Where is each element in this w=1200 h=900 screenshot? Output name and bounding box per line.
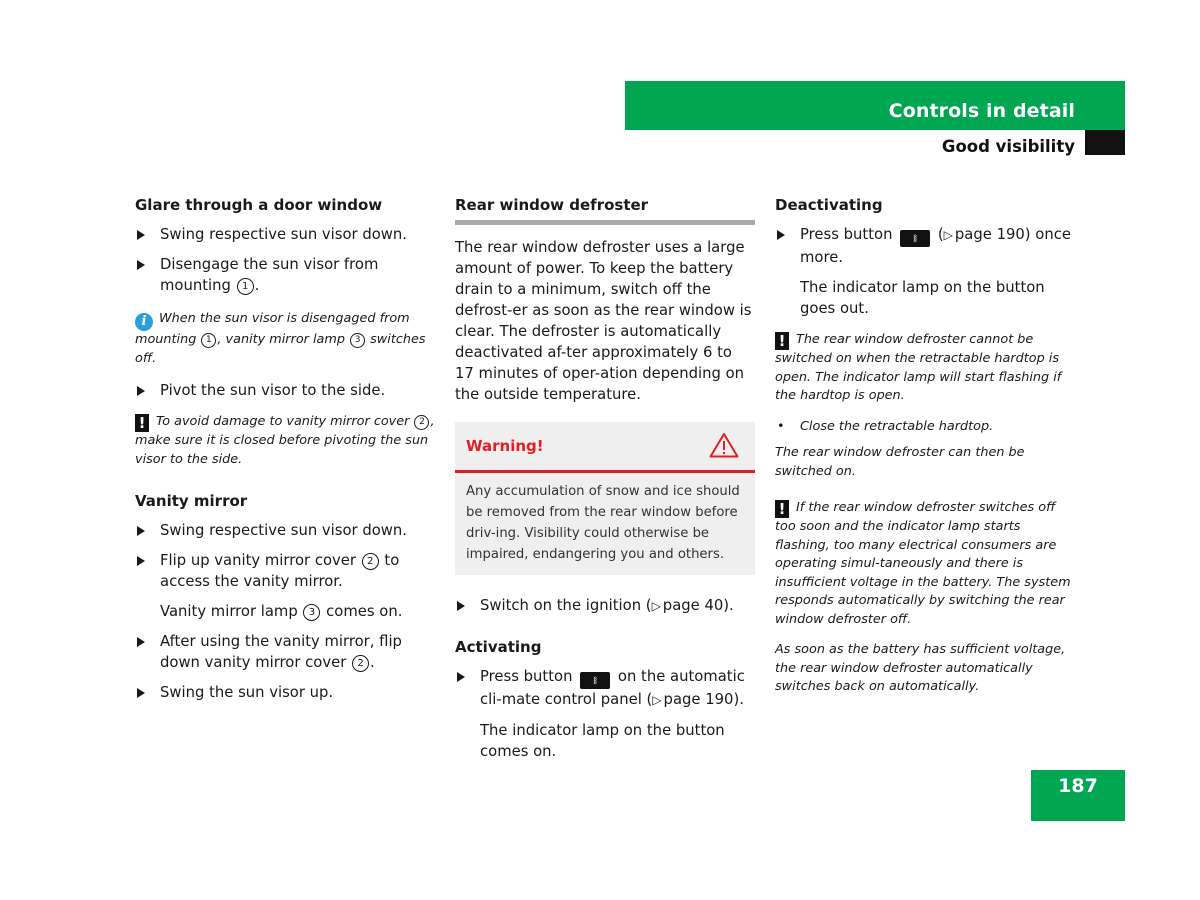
step-item: Flip up vanity mirror cover 2 to access the vanity mirror.	[135, 550, 435, 592]
caution-icon: !	[775, 500, 789, 518]
callout-2-icon: 2	[352, 655, 369, 672]
step-item: Swing the sun visor up.	[135, 682, 435, 703]
heading-glare: Glare through a door window	[135, 196, 383, 214]
step-item: Press button ⧚ on the automatic cli-mate control panel (▷ page 190).	[455, 666, 755, 711]
note-paragraph: As soon as the battery has sufficient voltage, the rear window defroster automatically switches back on automatically.	[775, 642, 1066, 694]
step-item: Switch on the ignition (▷ page 40).	[455, 595, 755, 617]
caution-icon: !	[135, 414, 149, 432]
column-left	[135, 195, 435, 712]
header-band	[625, 81, 1125, 130]
column-middle	[455, 195, 755, 771]
page-reference-arrow-icon: ▷	[652, 693, 662, 707]
callout-3-icon: 3	[350, 333, 365, 348]
caution-note: ! To avoid damage to vanity mirror cover 2 , make sure it is closed before pivoting the sun visor to the side.	[135, 414, 435, 467]
info-note: i When the sun visor is disengaged from mounting 1 , vanity mirror lamp 3 switches off.	[135, 311, 426, 366]
warning-body: Any accumulation of snow and ice should be removed from the rear window before driv-ing. Visibility could otherwise be impaired, endangering you and others.	[466, 484, 740, 562]
heading-vanity: Vanity mirror	[135, 492, 248, 510]
step-item: Swing respective sun visor down.	[135, 224, 435, 245]
callout-2-icon: 2	[362, 553, 379, 570]
page-reference-arrow-icon: ▷	[651, 599, 661, 613]
caution-note: ! If the rear window defroster switches off too soon and the indicator lamp starts flashing, too many electrical consumers are operating simul-taneously and there is insufficient voltage in the battery. The system responds automatically by switching the rear window defroster off.	[775, 500, 1071, 627]
step-arrow-icon	[457, 672, 465, 682]
step-arrow-icon	[137, 688, 145, 698]
step-arrow-icon	[137, 260, 145, 270]
bullet-item: • Close the retractable hardtop.	[775, 418, 1075, 437]
subsection-title: Good visibility	[941, 137, 1075, 156]
step-item: Press button ⧚ (▷ page 190) once more.	[775, 224, 1075, 268]
step-arrow-icon	[777, 230, 785, 240]
callout-1-icon: 1	[201, 333, 216, 348]
rear-defrost-button-icon: ⧚	[900, 230, 930, 247]
step-arrow-icon	[457, 601, 465, 611]
step-result: Vanity mirror lamp 3 comes on.	[160, 603, 403, 620]
rear-defrost-button-icon: ⧚	[580, 672, 610, 689]
callout-1-icon: 1	[237, 278, 254, 295]
callout-2-icon: 2	[414, 415, 429, 430]
bullet-dot: •	[777, 418, 785, 434]
step-item: Pivot the sun visor to the side.	[135, 380, 435, 401]
warning-header	[455, 422, 755, 473]
caution-icon: !	[775, 332, 789, 350]
step-arrow-icon	[137, 637, 145, 647]
section-title: Controls in detail	[888, 100, 1075, 122]
callout-3-icon: 3	[303, 604, 320, 621]
warning-triangle-icon	[709, 432, 739, 458]
page-reference-arrow-icon: ▷	[943, 228, 953, 242]
column-right	[775, 195, 1075, 709]
heading-deactivating: Deactivating	[775, 196, 883, 214]
note-paragraph: The rear window defroster can then be switched on.	[775, 445, 1025, 479]
step-arrow-icon	[137, 386, 145, 396]
warning-box	[455, 422, 755, 575]
step-arrow-icon	[137, 526, 145, 536]
step-item: Swing respective sun visor down.	[135, 520, 435, 541]
page-number: 187	[1058, 775, 1098, 797]
step-arrow-icon	[137, 556, 145, 566]
step-arrow-icon	[137, 230, 145, 240]
heading-activating: Activating	[455, 638, 542, 656]
warning-title: Warning!	[466, 437, 544, 455]
heading-rear-defroster: Rear window defroster	[455, 195, 755, 225]
step-result: The indicator lamp on the button comes on.	[480, 722, 725, 760]
caution-note: ! The rear window defroster cannot be switched on when the retractable hardtop is open. The indicator lamp will start flashing if the hardtop is open.	[775, 332, 1062, 403]
info-icon: i	[135, 313, 153, 331]
page-number-box	[1031, 770, 1125, 821]
step-item: After using the vanity mirror, flip down vanity mirror cover 2 .	[135, 631, 435, 673]
step-item: Disengage the sun visor from mounting 1 .	[135, 254, 435, 296]
header-marker-block	[1085, 130, 1125, 155]
intro-paragraph: The rear window defroster uses a large amount of power. To keep the battery drain to a minimum, switch off the defrost-er as soon as the rear window is clear. The defroster is automatically deactivated af-ter approximately 6 to 17 minutes of oper-ation depending on the outside temperature.	[455, 239, 752, 403]
step-result: The indicator lamp on the button goes out.	[800, 279, 1045, 317]
